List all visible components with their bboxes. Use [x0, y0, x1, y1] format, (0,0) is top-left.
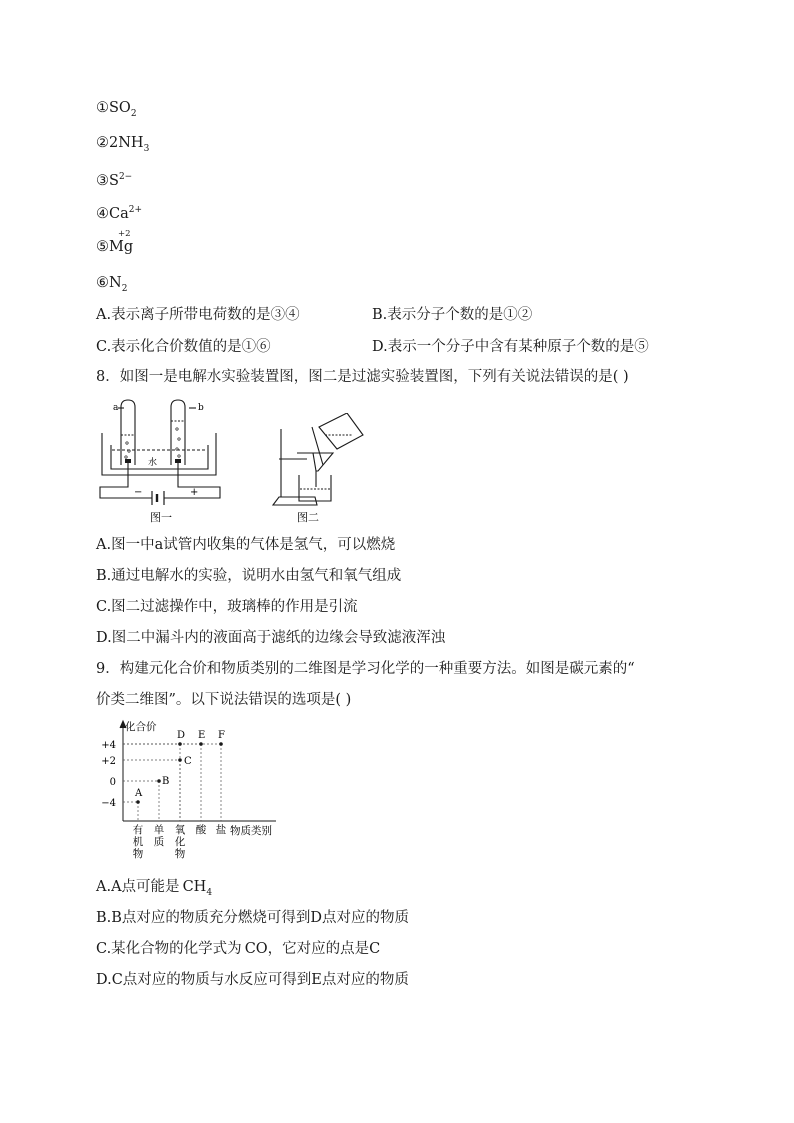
- funnel: [297, 453, 333, 471]
- plus-sign: +: [190, 487, 199, 498]
- label-b: b: [198, 403, 204, 413]
- x-tick-label: 物: [174, 848, 186, 860]
- point-label-e: E: [198, 730, 206, 741]
- water-label: 水: [148, 458, 158, 468]
- point-c: [178, 758, 182, 762]
- q9-option-a: [96, 877, 212, 903]
- q9-option-c: [96, 939, 380, 959]
- formula-item-6: [96, 273, 127, 299]
- formula-item-2: [96, 133, 149, 159]
- q7-option-b: B.表示分子个数的是①②: [372, 307, 533, 323]
- x-tick-label: 酸: [195, 824, 207, 836]
- subscript: 2: [130, 109, 137, 119]
- y-axis-label: 化合价: [125, 721, 157, 733]
- formula: S: [109, 173, 119, 189]
- x-tick-labels: [133, 823, 227, 860]
- minus-sign: −: [134, 487, 143, 498]
- electrolysis-figure: [96, 395, 226, 530]
- y-tick-label: +4: [101, 740, 116, 751]
- item-number: ⑥: [96, 275, 109, 291]
- q8-option-b: B.通过电解水的实验，说明水由氢气和氧气组成: [96, 568, 402, 584]
- formula: Mg: [109, 239, 134, 255]
- battery: [152, 491, 164, 505]
- item-number: ②: [96, 135, 109, 151]
- superscript: 2+: [128, 205, 143, 215]
- label-a: a: [113, 403, 119, 413]
- point-label-a: A: [135, 788, 143, 799]
- item-number: ④: [96, 206, 109, 222]
- pouring-beaker: [319, 413, 363, 449]
- formula-item-5: [96, 237, 133, 257]
- x-tick-label: 物: [132, 848, 144, 860]
- point-b: [157, 779, 161, 783]
- formula: N: [109, 275, 122, 291]
- formula: Ca: [109, 206, 129, 222]
- electrode-left: [125, 459, 131, 463]
- item-number: ①: [96, 100, 109, 116]
- y-tick-label: 0: [109, 777, 116, 788]
- test-tube-a: [121, 400, 135, 465]
- electrode-right: [175, 459, 181, 463]
- option-a-subscript: 4: [206, 888, 213, 898]
- valence-chart: [96, 716, 296, 866]
- q8-stem: 8．如图一是电解水实验装置图，图二是过滤实验装置图，下列有关说法错误的是( ): [96, 369, 629, 385]
- x-tick-label: 化: [174, 836, 186, 848]
- formula-item-1: [96, 98, 137, 124]
- superscript: 2−: [118, 172, 133, 182]
- caption-figure-2: 图二: [297, 511, 319, 524]
- q7-option-a: A.表示离子所带电荷数的是③④: [96, 307, 300, 323]
- x-axis-label: 物质类别: [230, 825, 272, 837]
- point-f: [219, 742, 223, 746]
- caption-figure-1: 图一: [150, 511, 172, 524]
- y-tick-label: +2: [101, 756, 116, 767]
- formula-item-4: [96, 200, 142, 224]
- q8-option-c: C.图二过滤操作中，玻璃棒的作用是引流: [96, 599, 358, 615]
- q8-option-d: D.图二中漏斗内的液面高于滤纸的边缘会导致滤液浑浊: [96, 630, 446, 646]
- formula: 2NH: [109, 135, 144, 151]
- q7-option-d: D.表示一个分子中含有某种原子个数的是⑤: [372, 339, 649, 355]
- point-d: [178, 742, 182, 746]
- x-tick-label: 盐: [215, 824, 227, 836]
- x-tick-label: 有: [132, 824, 144, 836]
- filtration-figure: [265, 413, 365, 528]
- subscript: 2: [121, 284, 128, 294]
- option-c-tail: ，它对应的点是C: [267, 941, 381, 957]
- x-tick-label: 单: [153, 824, 165, 836]
- subscript: 3: [143, 144, 150, 154]
- q9-option-d: D.C点对应的物质与水反应可得到E点对应的物质: [96, 972, 409, 988]
- point-label-c: C: [184, 756, 192, 767]
- formula: SO: [109, 100, 131, 116]
- y-tick-label: −4: [101, 798, 116, 809]
- q7-option-c: C.表示化合价数值的是①⑥: [96, 339, 271, 355]
- q9-option-b: B.B点对应的物质充分燃烧可得到D点对应的物质: [96, 910, 410, 926]
- chart-points: [134, 730, 225, 804]
- option-c-text: C.某化合物的化学式为: [96, 941, 242, 957]
- q8-option-a: A.图一中a试管内收集的气体是氢气，可以燃烧: [96, 537, 396, 553]
- x-tick-label: 机: [132, 836, 144, 848]
- x-tick-label: 质: [153, 836, 165, 848]
- chart-guides: [123, 744, 221, 821]
- y-tick-labels: [101, 740, 116, 809]
- point-label-b: B: [162, 776, 170, 787]
- option-a-text: A.A点可能是: [96, 879, 180, 895]
- q9-stem-line-2: 价类二维图”。以下说法错误的选项是( ): [96, 692, 352, 708]
- valence-mark: +2: [118, 229, 131, 239]
- q9-stem-line-1: 9．构建元化合价和物质类别的二维图是学习化学的一种重要方法。如图是碳元素的“: [96, 661, 635, 677]
- formula-item-3: [96, 167, 132, 191]
- item-number: ⑤: [96, 239, 109, 255]
- point-label-d: D: [177, 730, 186, 741]
- point-e: [199, 742, 203, 746]
- point-label-f: F: [218, 730, 225, 741]
- option-c-formula: CO: [244, 941, 268, 957]
- point-a: [136, 800, 140, 804]
- option-a-formula: CH: [182, 879, 207, 895]
- x-tick-label: 氧: [174, 824, 186, 836]
- item-number: ③: [96, 173, 109, 189]
